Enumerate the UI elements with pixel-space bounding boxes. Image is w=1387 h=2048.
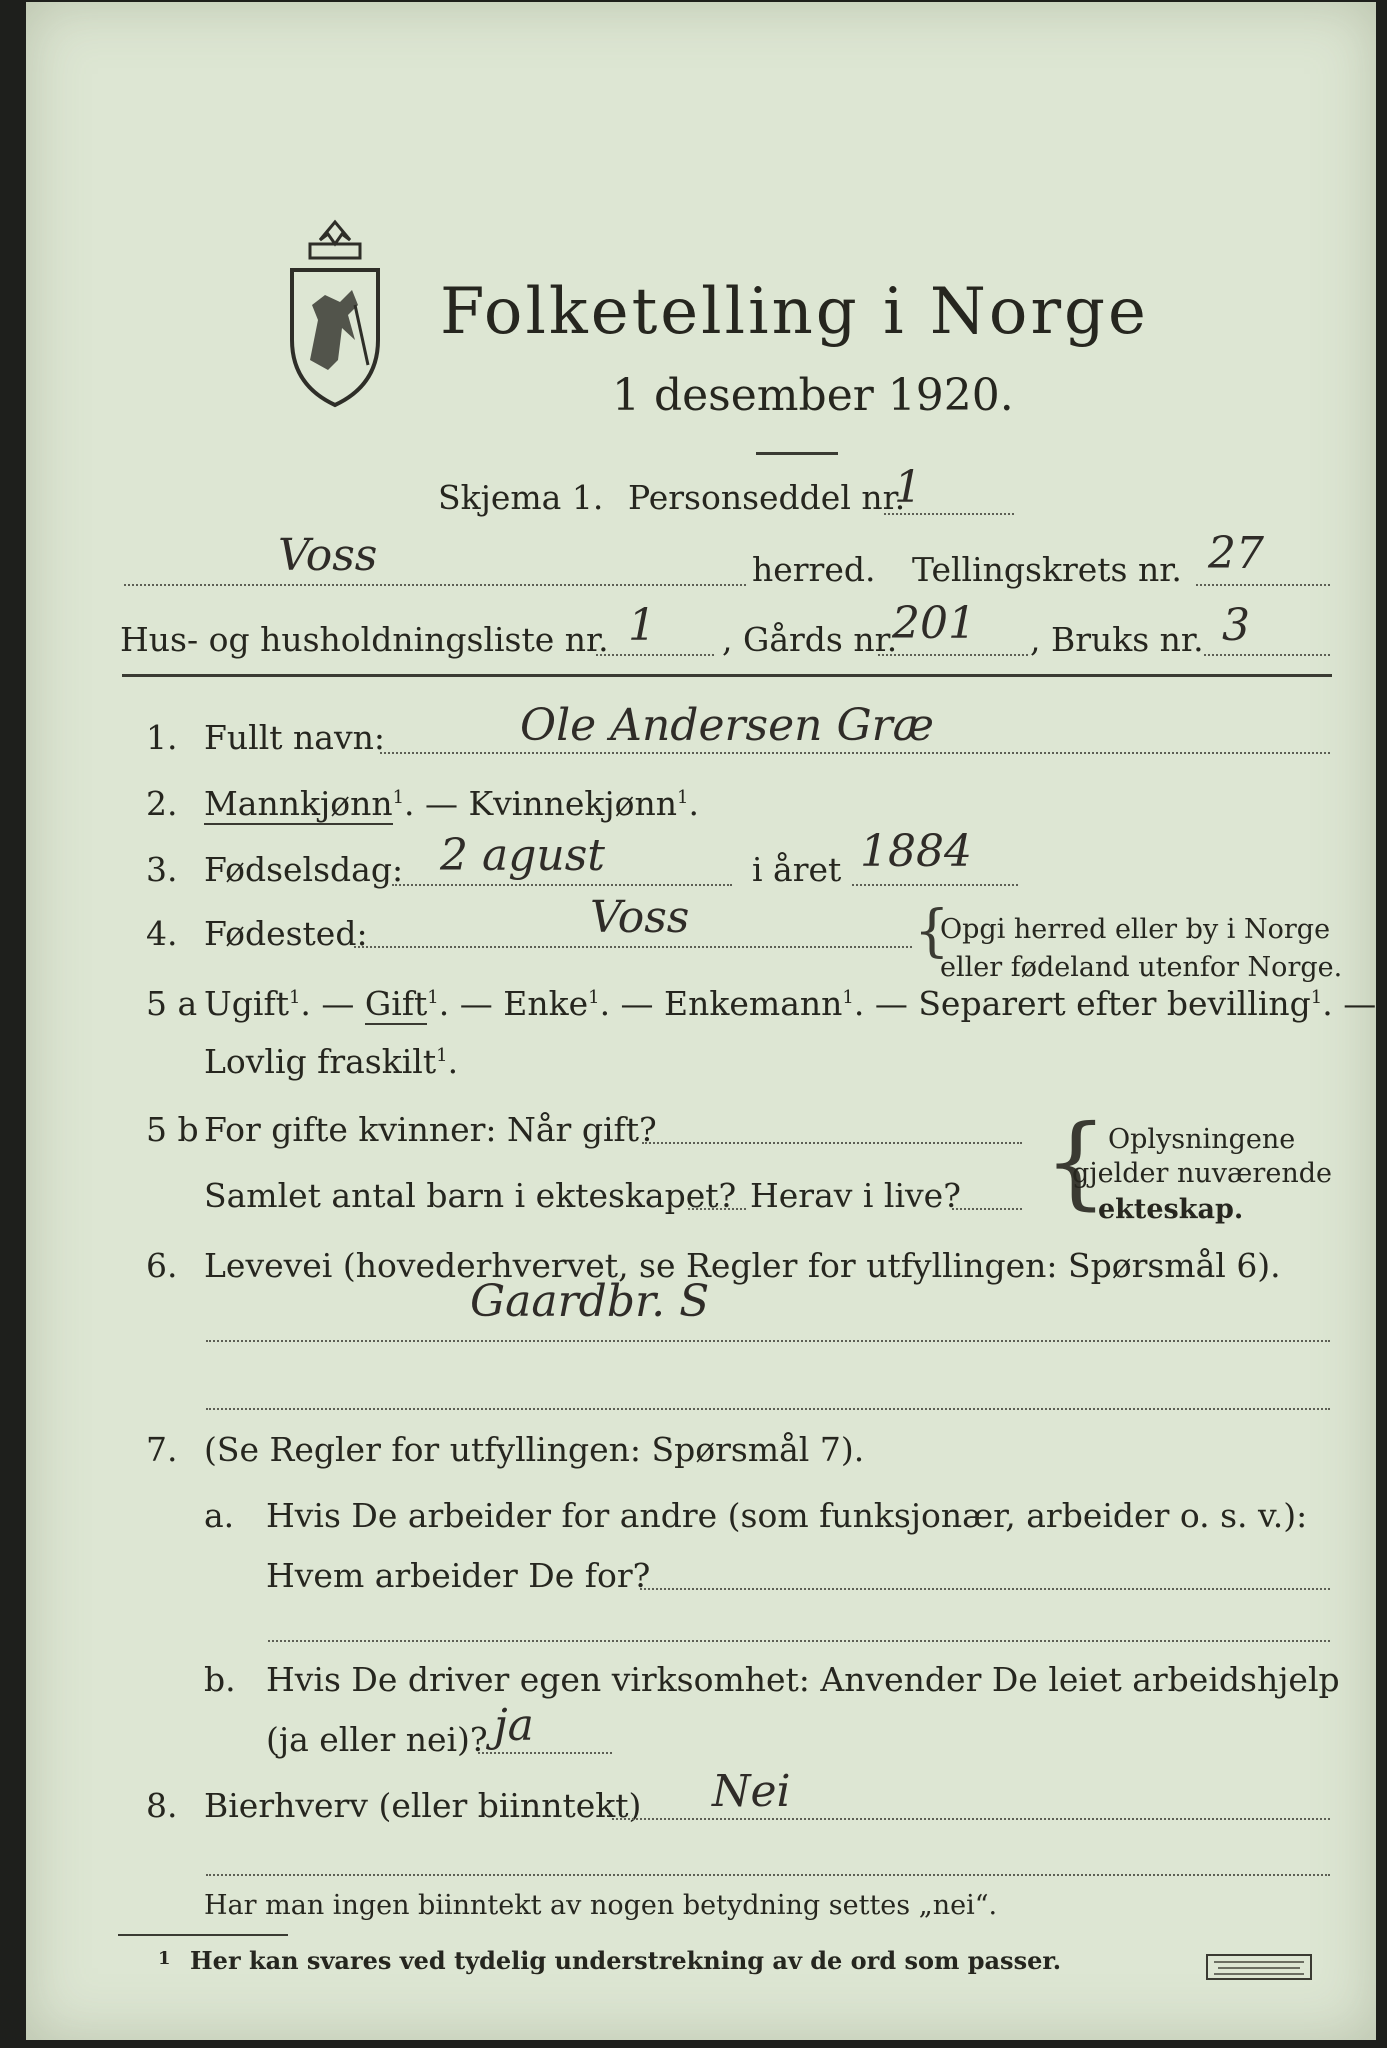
schema-label: Skjema 1. (438, 478, 604, 517)
bruks-label: , Bruks nr. (1030, 620, 1204, 659)
q2-sex: Mannkjønn$^1$. — Kvinnekjønn$^1$. (204, 784, 699, 823)
q5b-note-1: Oplysningene (1108, 1124, 1296, 1155)
q5b-line-1: For gifte kvinner: Når gift? (204, 1110, 657, 1149)
herred-label: herred. (752, 550, 876, 589)
hus-value: 1 (628, 600, 656, 651)
gards-value: 201 (892, 598, 976, 649)
q5a-gift-option: Gift (364, 984, 428, 1023)
note-text: Har man ingen biinntekt av nogen betydning settes „nei“. (204, 1890, 998, 1921)
q5b-note-3: ekteskap. (1098, 1194, 1244, 1225)
q2-number: 2. (146, 784, 178, 823)
q5b-line-2b: Herav i live? (750, 1176, 961, 1215)
bruks-value: 3 (1222, 600, 1250, 651)
q3-birthday: 2 agust (440, 830, 605, 881)
census-date: 1 desember 1920. (612, 370, 1014, 421)
q5a-number: 5 a (146, 984, 198, 1023)
header-divider (122, 674, 1332, 677)
q5b-number: 5 b (146, 1110, 199, 1149)
q4-note-2: eller fødeland utenfor Norge. (940, 952, 1343, 983)
q7-number: 7. (146, 1430, 178, 1469)
q8-side-income: Nei (712, 1766, 791, 1817)
coat-of-arms-icon (280, 210, 390, 410)
q7a-letter: a. (204, 1496, 235, 1535)
q7-label: (Se Regler for utfyllingen: Spørsmål 7). (204, 1430, 865, 1469)
q7a-question: Hvem arbeider De for? (266, 1556, 651, 1595)
q7b-text: Hvis De driver egen virksomhet: Anvender De leiet arbeidshjelp (266, 1660, 1340, 1699)
footnote-mark: 1 (158, 1948, 171, 1969)
q2-male-option: Mannkjønn (204, 784, 393, 823)
q3-number: 3. (146, 850, 178, 889)
q4-note-1: Opgi herred eller by i Norge (940, 914, 1331, 945)
q7b-question: (ja eller nei)? (266, 1720, 488, 1759)
q2-female-option: Kvinnekjønn (468, 784, 678, 823)
q8-number: 8. (146, 1786, 178, 1825)
q5b-note-2: gjelder nuværende (1072, 1158, 1332, 1189)
q5b-line-2a: Samlet antal barn i ekteskapet? (204, 1176, 737, 1215)
q7a-text: Hvis De arbeider for andre (som funksjonær, arbeider o. s. v.): (266, 1496, 1308, 1535)
footnote-text: Her kan svares ved tydelig understrekning av de ord som passer. (190, 1946, 1062, 1975)
q7b-letter: b. (204, 1660, 236, 1699)
title-divider (756, 452, 838, 455)
q3-year-label: i året (752, 850, 842, 889)
form-title: Folketelling i Norge (440, 275, 1149, 349)
q5a-fraskilt: Lovlig fraskilt$^1$. (204, 1042, 459, 1081)
q4-number: 4. (146, 914, 178, 953)
q6-label: Levevei (hovederhvervet, se Regler for utfyllingen: Spørsmål 6). (204, 1246, 1281, 1285)
footnote-divider (118, 1934, 288, 1936)
q6-occupation: Gaardbr. S (470, 1276, 710, 1327)
q3-label: Fødselsdag: (204, 850, 404, 889)
q3-birth-year: 1884 (860, 826, 972, 877)
q8-label: Bierhverv (eller biinntekt) (204, 1786, 642, 1825)
hus-label: Hus- og husholdningsliste nr. (120, 620, 609, 659)
tellingskrets-value: 27 (1208, 528, 1264, 579)
q1-label: Fullt navn: (204, 718, 385, 757)
q7b-answer: ja (494, 1700, 534, 1751)
personseddel-label: Personseddel nr. (628, 478, 906, 517)
q6-number: 6. (146, 1246, 178, 1285)
q4-label: Fødested: (204, 914, 368, 953)
herred-value: Voss (278, 530, 378, 581)
q5a-marital: Ugift$^1$. — Gift$^1$. — Enke$^1$. — Enkemann$^1$. — Separert efter bevilling$^1$. — (204, 984, 1377, 1023)
q1-number: 1. (146, 718, 178, 757)
tellingskrets-label: Tellingskrets nr. (912, 550, 1182, 589)
q4-birthplace: Voss (590, 892, 690, 943)
q1-full-name: Ole Andersen Græ (520, 700, 935, 751)
gards-label: , Gårds nr. (722, 620, 898, 659)
printer-stamp (1206, 1954, 1312, 1980)
personseddel-value: 1 (894, 462, 922, 513)
